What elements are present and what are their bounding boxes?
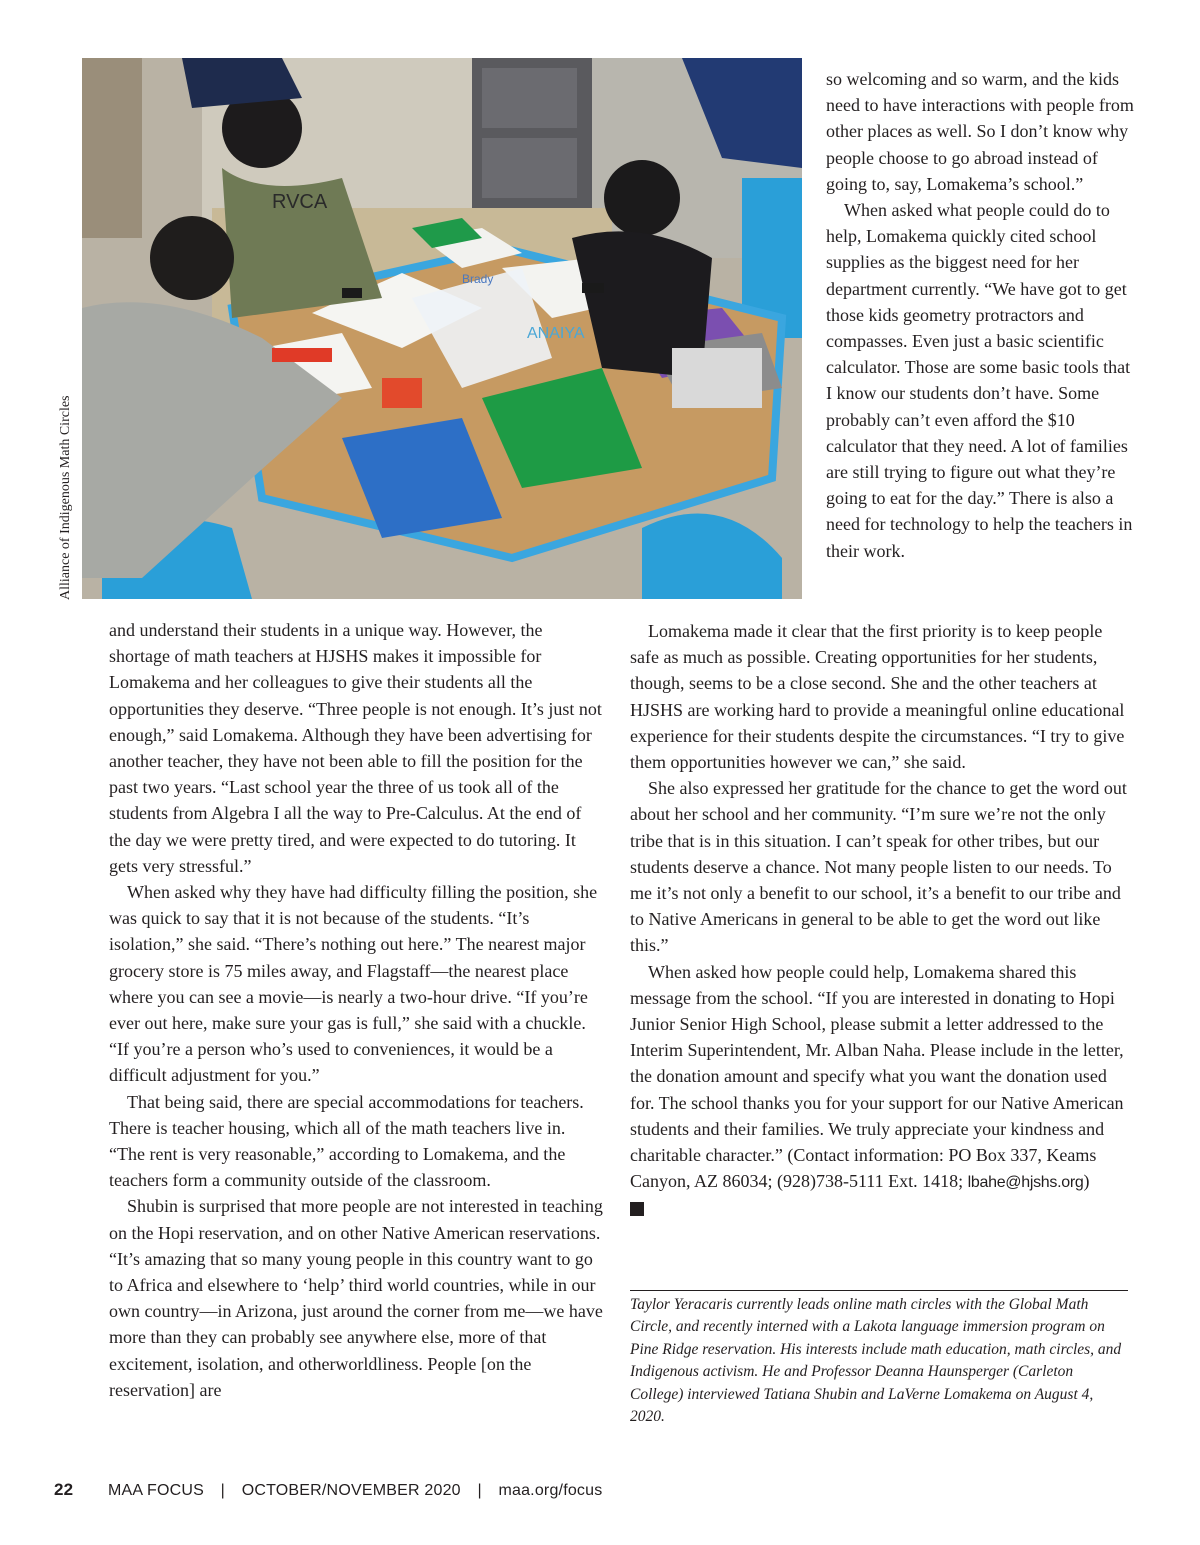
email-link[interactable]: lbahe@hjshs.org: [967, 1174, 1084, 1192]
paragraph: That being said, there are special accommodations for teachers. There is teacher housing, which all of the math teachers live in. “The rent is very reasonable,” according to Lomakema, and the teachers form a community outside of the classroom.: [109, 1091, 584, 1191]
paragraph: and understand their students in a unique way. However, the shortage of math teachers at HJSHS makes it impossible for Lomakema and her colleagues to give their students all the opportunities they deserve. “Three people is not enough. It’s just not enough,” said Lomakema. Although they have been advertising for another teacher, they have not been able to fill the position for the past two years. “Last school year the three of us took all of the students from Algebra I all the way to Pre-Calculus. At the end of the day we were pretty tired, and were expected to do tutoring. It gets very stressful.”: [109, 620, 602, 876]
page-footer: [54, 1480, 602, 1500]
article-column-top-right: [826, 66, 1138, 564]
paragraph-last: [630, 959, 1130, 1217]
paragraph: Shubin is surprised that more people are not interested in teaching on the Hopi reservation, and on other Native American reservations. “It’s amazing that so many young people in this country want to go to Africa and elsewhere to ‘help’ third world countries, while in our own country—in Arizona, just around the corner from me—we have more than they can probably see anywhere else, more of that excitement, isolation, and otherworldliness. People [on the reservation] are: [109, 1196, 603, 1400]
photo-credit: Alliance of Indigenous Math Circles: [58, 395, 73, 600]
paragraph: Lomakema made it clear that the first priority is to keep people safe as much as possible. Creating opportunities for her students, though, seems to be a close second. She and the other teachers at HJSHS are working hard to provide a meaningful online educational experience for their students despite the circumstances. “I try to give them opportunities however we can,” she said.: [630, 621, 1125, 773]
issue-date: OCTOBER/NOVEMBER 2020: [241, 1482, 461, 1499]
name-tent-1: Brady: [462, 272, 494, 286]
paragraph: She also expressed her gratitude for the chance to get the word out about her school and her community. “I’m sure we’re not the only tribe that is in this situation. I can’t speak for other tribes, but our students deserve a chance. Not many people listen to our needs. To me it’s not only a benefit to our school, it’s a benefit to our tribe and to Native Americans in general to be able to get the word out like this.”: [630, 778, 1127, 956]
shirt-text: RVCA: [272, 191, 328, 213]
footer-separator: |: [477, 1482, 482, 1499]
name-tent-2: ANAIYA: [527, 325, 585, 342]
website-link[interactable]: maa.org/focus: [498, 1482, 603, 1499]
closing-paren: ): [1083, 1171, 1090, 1192]
author-bio: Taylor Yeracaris currently leads online math circles with the Global Math Circle, and recently interned with a Lakota language immersion program on Pine Ridge reservation. His interests include math education, math circles, and Indigenous activism. He and Professor Deanna Haunsperger (Carleton College) interviewed Tatiana Shubin and LaVerne Lomakema on August 4, 2020.: [630, 1296, 1122, 1426]
article-column-left: [109, 617, 605, 1403]
publication-name: MAA FOCUS: [107, 1482, 205, 1499]
page-number: 22: [54, 1480, 74, 1499]
paragraph: When asked what people could do to help, Lomakema quickly cited school supplies as the biggest need for her department currently. “We have got to get those kids geometry protractors and compasses. Even just a basic scientific calculator. Those are some basic tools that I know our students don’t have. Some probably can’t even afford the $10 calculator that they need. A lot of families are still trying to figure out what they’re going to eat for the day.” There is also a need for technology to help the teachers in their work.: [826, 200, 1133, 561]
article-column-right: [630, 618, 1130, 1216]
classroom-photo: [82, 58, 802, 599]
bio-divider: [630, 1290, 1128, 1291]
paragraph: When asked why they have had difficulty filling the position, she was quick to say that it is not because of the students. “It’s isolation,” she said. “There’s nothing out here.” The nearest major grocery store is 75 miles away, and Flagstaff—the nearest place where you can see a movie—is nearly a two-hour drive. “If you’re ever out here, make sure your gas is full,” she said with a chuckle. “If you’re a person who’s used to conveniences, it would be a difficult adjustment for you.”: [109, 882, 598, 1086]
last-paragraph-text: When asked how people could help, Lomakema shared this message from the school. “If you are interested in donating to Hopi Junior Senior High School, please submit a letter addressed to the Interim Superintendent, Mr. Alban Naha. Please include in the letter, the donation amount and specify what you want the donation used for. The school thanks you for your support for our Native American students and their families. We truly appreciate your kindness and charitable character.” (Contact information: PO Box 337, Keams Canyon, AZ 86034; (928)738-5111 Ext. 1418;: [630, 961, 1124, 1192]
classroom-photo-illustration: [82, 58, 802, 599]
paragraph: so welcoming and so warm, and the kids need to have interactions with people from other places as well. So I don’t know why people choose to go abroad instead of going to, say, Lomakema’s school.”: [826, 69, 1134, 194]
end-of-article-mark: [630, 1202, 644, 1216]
footer-separator: |: [220, 1482, 226, 1499]
